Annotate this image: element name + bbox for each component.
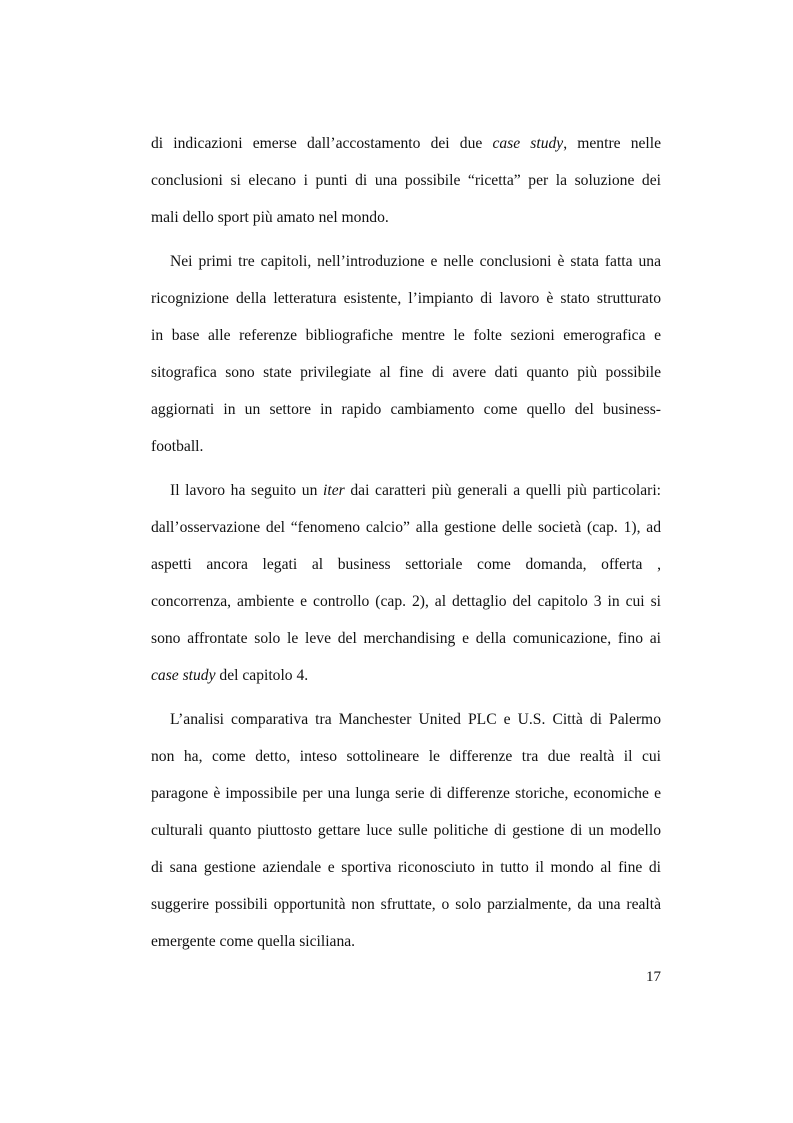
text-line: concorrenza, ambiente e controllo (cap. 2), al dettaglio del capitolo 3 in cui si: [151, 593, 661, 610]
text-line: Il lavoro ha seguito un iter dai caratteri più generali a quelli più particolari:: [170, 482, 661, 499]
italic-term: iter: [323, 482, 345, 499]
text-line: suggerire possibili opportunità non sfruttate, o solo parzialmente, da una realtà: [151, 896, 661, 913]
text-line: in base alle referenze bibliografiche mentre le folte sezioni emerografica e: [151, 327, 661, 344]
text-line: aggiornati in un settore in rapido cambiamento come quello del business-: [151, 401, 661, 418]
page-number: 17: [646, 969, 661, 985]
text-line: ricognizione della letteratura esistente, l’impianto di lavoro è stato strutturato: [151, 290, 661, 307]
text-line: non ha, come detto, inteso sottolineare le differenze tra due realtà il cui: [151, 748, 661, 765]
text-line: mali dello sport più amato nel mondo.: [151, 209, 389, 226]
text-line: di indicazioni emerse dall’accostamento dei due case study, mentre nelle: [151, 135, 662, 152]
text-line: L’analisi comparativa tra Manchester United PLC e U.S. Città di Palermo: [170, 711, 661, 728]
italic-term: case study: [492, 135, 564, 152]
text-line: dall’osservazione del “fenomeno calcio” alla gestione delle società (cap. 1), ad: [151, 519, 661, 536]
text-line: sono affrontate solo le leve del merchandising e della comunicazione, fino ai: [151, 630, 661, 647]
body-text: [151, 125, 661, 960]
text-line: football.: [151, 438, 204, 455]
text-line: sitografica sono state privilegiate al fine di avere dati quanto più possibile: [151, 364, 661, 381]
text-line: conclusioni si elecano i punti di una possibile “ricetta” per la soluzione dei: [151, 172, 661, 189]
text-line: culturali quanto piuttosto gettare luce sulle politiche di gestione di un modello: [151, 822, 661, 839]
text-line: aspetti ancora legati al business settoriale come domanda, offerta ,: [151, 556, 661, 573]
paragraph-3: [151, 472, 661, 694]
text-line: emergente come quella siciliana.: [151, 933, 356, 950]
text-line: Nei primi tre capitoli, nell’introduzione e nelle conclusioni è stata fatta una: [170, 253, 661, 270]
text-line: case study del capitolo 4.: [151, 667, 309, 684]
text-line: di sana gestione aziendale e sportiva riconosciuto in tutto il mondo al fine di: [151, 859, 661, 876]
text-line: paragone è impossibile per una lunga serie di differenze storiche, economiche e: [151, 785, 661, 802]
paragraph-2: [151, 243, 661, 465]
paragraph-4: [151, 701, 661, 960]
italic-term: case study: [151, 667, 216, 684]
paragraph-1: [151, 125, 661, 236]
